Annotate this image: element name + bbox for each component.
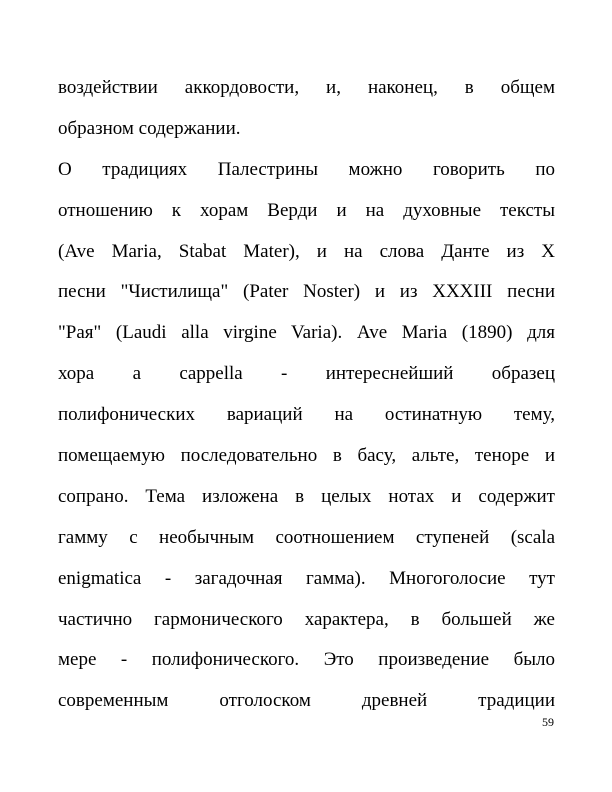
text-line: образном содержании. (58, 117, 241, 139)
text-line: мере - полифонического. Это произведение было (58, 649, 555, 671)
text-line: воздействии аккордовости, и, наконец, в общем (58, 77, 555, 98)
text-line: О традициях Палестрины можно говорить по (58, 158, 555, 180)
text-line: отношению к хорам Верди и на духовные тексты (58, 199, 555, 221)
text-line: "Рая" (Laudi alla virgine Varia). Ave Maria (1890) для (58, 322, 555, 344)
text-line: частично гармонического характера, в большей же (58, 608, 555, 630)
text-line: сопрано. Тема изложена в целых нотах и содержит (58, 485, 555, 507)
text-line: хора а cappella - интереснейший образец (58, 363, 555, 385)
text-line: гамму с необычным соотношением ступеней (scala (58, 526, 555, 548)
text-line: enigmatica - загадочная гамма). Многоголосие тут (58, 567, 555, 589)
page-number: 59 (542, 715, 554, 729)
text-line: песни "Чистилища" (Pater Noster) и из XXXIII песни (58, 281, 555, 303)
text-line: современным отголоском древней традиции (58, 690, 555, 712)
text-line: помещаемую последовательно в басу, альте, теноре и (58, 445, 555, 467)
text-line: полифонических вариаций на остинатную тему, (58, 404, 555, 426)
body-text (58, 68, 555, 722)
text-line: (Ave Maria, Stabat Mater), и на слова Данте из Х (58, 240, 555, 262)
